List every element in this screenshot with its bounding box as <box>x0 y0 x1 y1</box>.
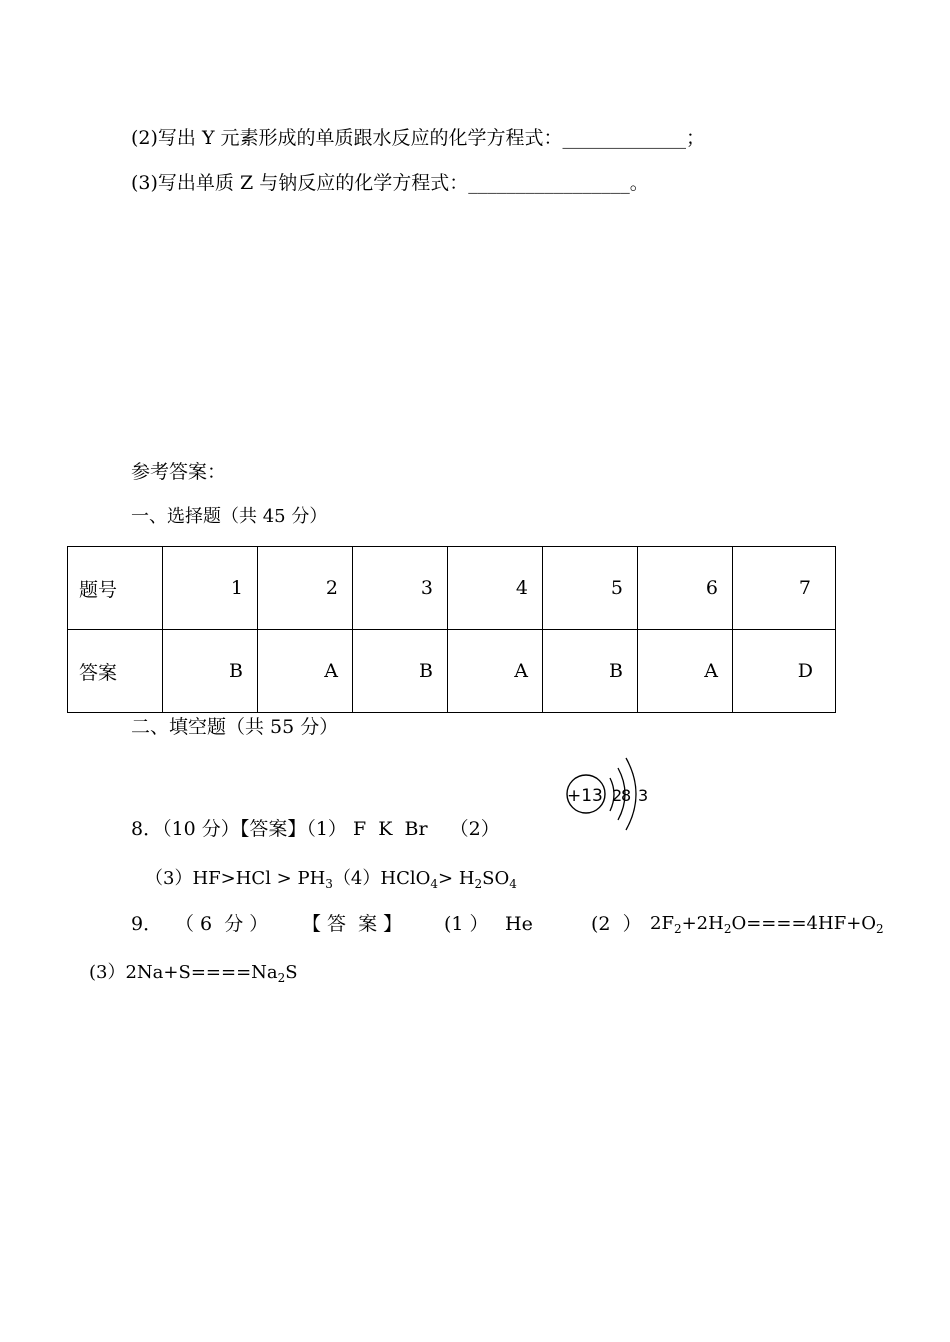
table-cell: D <box>733 630 836 713</box>
q9-part1-text: He <box>505 913 533 935</box>
table-row <box>68 630 836 713</box>
equation-text: O====4HF+O <box>731 913 877 934</box>
q9-line2 <box>89 962 298 985</box>
answer-section-title: 参考答案： <box>131 461 227 483</box>
subscript: 4 <box>509 877 517 891</box>
question-3: (3)写出单质 Z 与钠反应的化学方程式：_________________。 <box>131 172 649 194</box>
part1-title: 一、选择题（共 45 分） <box>131 506 328 527</box>
table-cell: 3 <box>353 547 448 630</box>
atom-structure-diagram <box>562 754 654 838</box>
equation-text: 2Na+S====Na <box>125 962 278 983</box>
q8-part4-label: （4） <box>332 868 381 889</box>
q9-answer-tag: 【 答 案 】 <box>302 913 403 935</box>
table-cell: B <box>543 630 638 713</box>
q8-part4-text: > H <box>438 868 475 889</box>
q8-number: 8． <box>131 818 163 840</box>
table-cell: 6 <box>638 547 733 630</box>
q8-part4-text: SO <box>482 868 510 889</box>
question-2: (2)写出 Y 元素形成的单质跟水反应的化学方程式：_____________； <box>131 127 706 149</box>
subscript: 2 <box>474 877 483 891</box>
table-row <box>68 547 836 630</box>
answer-table <box>67 546 836 713</box>
table-cell: B <box>353 630 448 713</box>
q8-part3-text: HF>HCl > PH <box>192 868 326 889</box>
equation-text: +2H <box>681 913 724 934</box>
q8-answer-tag: 【答案】 <box>239 818 307 840</box>
atom-nucleus-label: +13 <box>567 786 603 806</box>
q8-line2 <box>145 868 517 891</box>
row-header-answer: 答案 <box>68 630 163 713</box>
q9-part3-label: (3） <box>89 962 126 983</box>
subscript: 3 <box>325 877 333 891</box>
table-cell: A <box>638 630 733 713</box>
q8-part3-label: （3） <box>145 868 193 889</box>
table-cell: 4 <box>448 547 543 630</box>
subscript: 2 <box>673 922 682 936</box>
q8-part1-label: （1） <box>306 818 347 840</box>
equation-text: S <box>285 962 298 983</box>
table-cell: 2 <box>258 547 353 630</box>
table-cell: 1 <box>163 547 258 630</box>
table-cell: 5 <box>543 547 638 630</box>
q8-score: （10 分） <box>162 818 240 840</box>
table-cell: 7 <box>733 547 836 630</box>
atom-shell-label: 8 <box>621 786 632 805</box>
q9-part2-label: (2 ） <box>591 913 642 935</box>
q9-score: （ 6 分 ） <box>175 913 269 935</box>
equation-text: 2F <box>650 913 674 934</box>
table-cell: A <box>258 630 353 713</box>
q8-part1-text: F K Br <box>352 818 428 840</box>
row-header-number: 题号 <box>68 547 163 630</box>
atom-shell-label: 2 <box>612 786 623 805</box>
q9-part1-label: (1 ） <box>444 913 489 935</box>
subscript: 2 <box>723 922 732 936</box>
q8-part2-label: （2） <box>449 818 500 840</box>
part2-title: 二、填空题（共 55 分） <box>131 716 339 738</box>
subscript: 2 <box>876 922 884 936</box>
q8-part4-text: HClO <box>380 868 431 889</box>
subscript: 2 <box>277 971 286 985</box>
atom-shell-label: 3 <box>638 786 649 805</box>
q8-line1 <box>131 820 500 839</box>
subscript: 4 <box>430 877 439 891</box>
q9-equation-2 <box>650 913 884 936</box>
table-cell: A <box>448 630 543 713</box>
q9-number: 9． <box>131 913 163 935</box>
table-cell: B <box>163 630 258 713</box>
